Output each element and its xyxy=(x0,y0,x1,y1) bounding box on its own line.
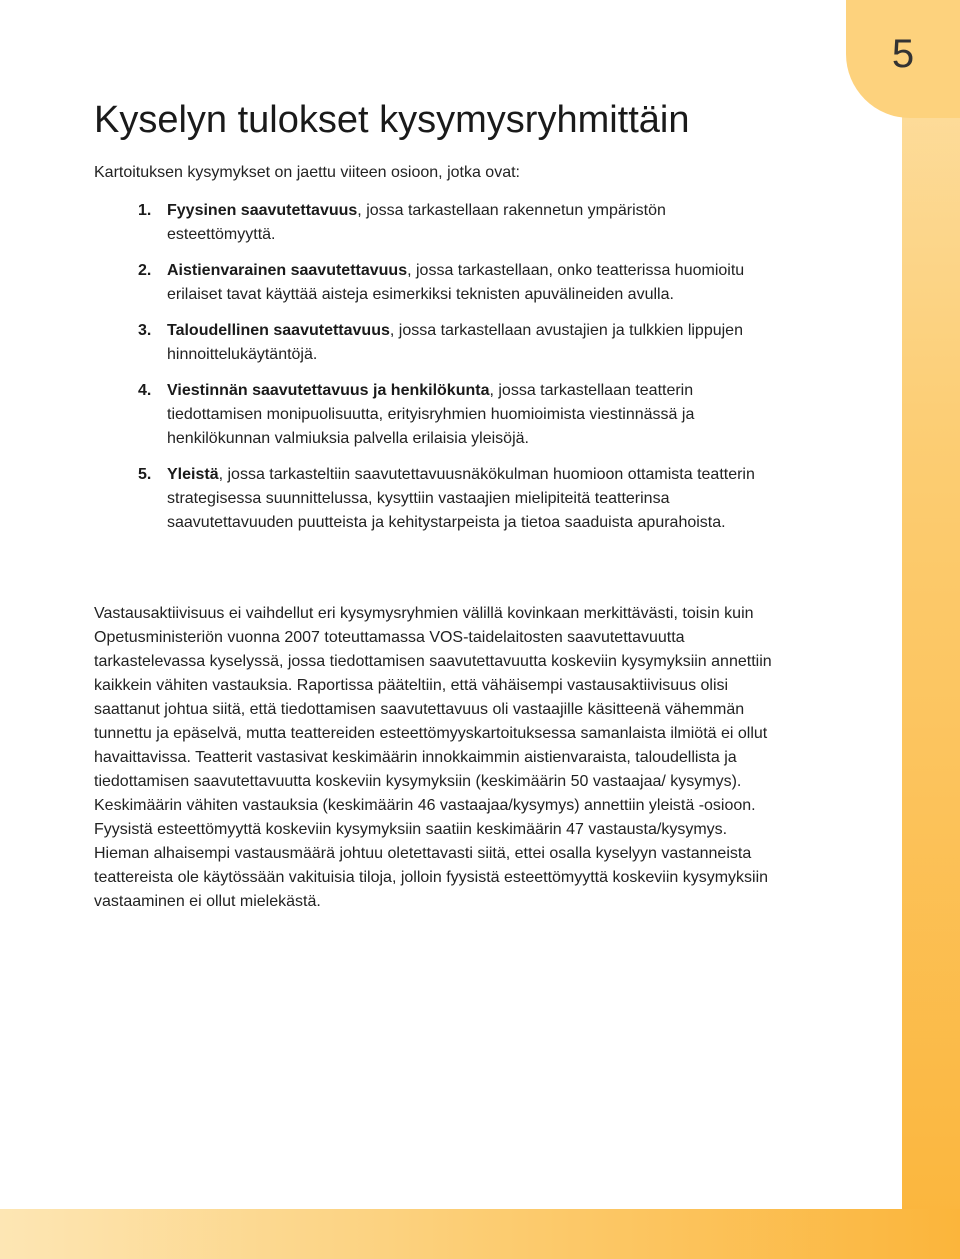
body-paragraph: Vastausaktiivisuus ei vaihdellut eri kysymysryhmien välillä kovinkaan merkittävästi, toisin kuin Opetusministeriön vuonna 2007 toteuttamassa VOS-taidelaitosten saavutettavuutta tarkastelevassa kyselyssä, jossa tiedottamisen saavutettavuutta koskeviin kysymyksiin annettiin kaikkein vähiten vastauksia. Raportissa pääteltiin, että vähäisempi vastausaktiivisuus olisi saattanut johtua siitä, että tiedottamisen saavutettavuus oli vastaajille käsitteenä vähemmän tunnettu ja epäselvä, mutta teattereiden esteettömyyskartoituksessa samanlaista ilmiötä ei ollut havaittavissa. Teatterit vastasivat keskimäärin innokkaimmin aistienvaraista, taloudellista ja tiedottamisen saavutettavuutta koskeviin kysymyksiin (keskimäärin 50 vastaajaa/ kysymys). Keskimäärin vähiten vastauksia (keskimäärin 46 vastaajaa/kysymys) annettiin yleistä -osioon. Fyysistä esteettömyyttä koskeviin kysymyksiin saatiin keskimäärin 47 vastausta/kysymys. Hieman alhaisempi vastausmäärä johtuu oletettavasti siitä, ettei osalla kyselyyn vastanneista teattereista ole käytössään vakituisia tiloja, jolloin fyysistä esteettömyyttä koskeviin kysymyksiin vastaaminen ei ollut mielekästä. xyxy=(94,605,772,910)
list-item xyxy=(138,463,778,535)
list-item-number: 2. xyxy=(138,262,152,279)
list-item-text: , jossa tarkastellaan rakennetun ympäristön esteettömyyttä. xyxy=(167,202,666,243)
list-item xyxy=(138,199,778,247)
page-number: 5 xyxy=(891,32,915,76)
list-item-number: 3. xyxy=(138,322,152,339)
list-item-term: Aistienvarainen saavutettavuus xyxy=(167,262,408,279)
list-item-text: , jossa tarkastellaan, onko teatterissa huomioitu erilaiset tavat käyttää aisteja esimerkiksi teknisten apuvälineiden avulla. xyxy=(167,262,745,303)
list-item xyxy=(138,319,778,367)
list-item xyxy=(138,259,778,307)
list-item-term: Fyysinen saavutettavuus xyxy=(167,202,358,219)
list-item-number: 1. xyxy=(138,202,152,219)
list-item-text: , jossa tarkastellaan teatterin tiedottamisen monipuolisuutta, erityisryhmien huomioimista viestinnässä ja henkilökunnan valmiuksia palvella erilaisia yleisöjä. xyxy=(167,382,695,447)
list-item-term: Viestinnän saavutettavuus ja henkilökunta xyxy=(167,382,490,399)
list-item xyxy=(138,379,778,451)
decorative-bottom-bar xyxy=(0,1209,960,1259)
list-item-number: 5. xyxy=(138,466,152,483)
intro-text: Kartoituksen kysymykset on jaettu viiteen osioon, jotka ovat: xyxy=(94,164,520,181)
section-list xyxy=(138,199,778,547)
page-title: Kyselyn tulokset kysymysryhmittäin xyxy=(94,99,690,141)
list-item-term: Taloudellinen saavutettavuus xyxy=(167,322,390,339)
list-item-text: , jossa tarkastellaan avustajien ja tulkkien lippujen hinnoittelukäytäntöjä. xyxy=(167,322,743,363)
list-item-text: , jossa tarkasteltiin saavutettavuusnäkökulman huomioon ottamista teatterin strategisessa suunnittelussa, kysyttiin vastaajien mielipiteitä teatterinsa saavutettavuuden puutteista ja kehitystarpeista ja tietoa saaduista apurahoista. xyxy=(167,466,755,531)
list-item-term: Yleistä xyxy=(167,466,219,483)
decorative-side-bar xyxy=(902,0,960,1259)
list-item-number: 4. xyxy=(138,382,152,399)
